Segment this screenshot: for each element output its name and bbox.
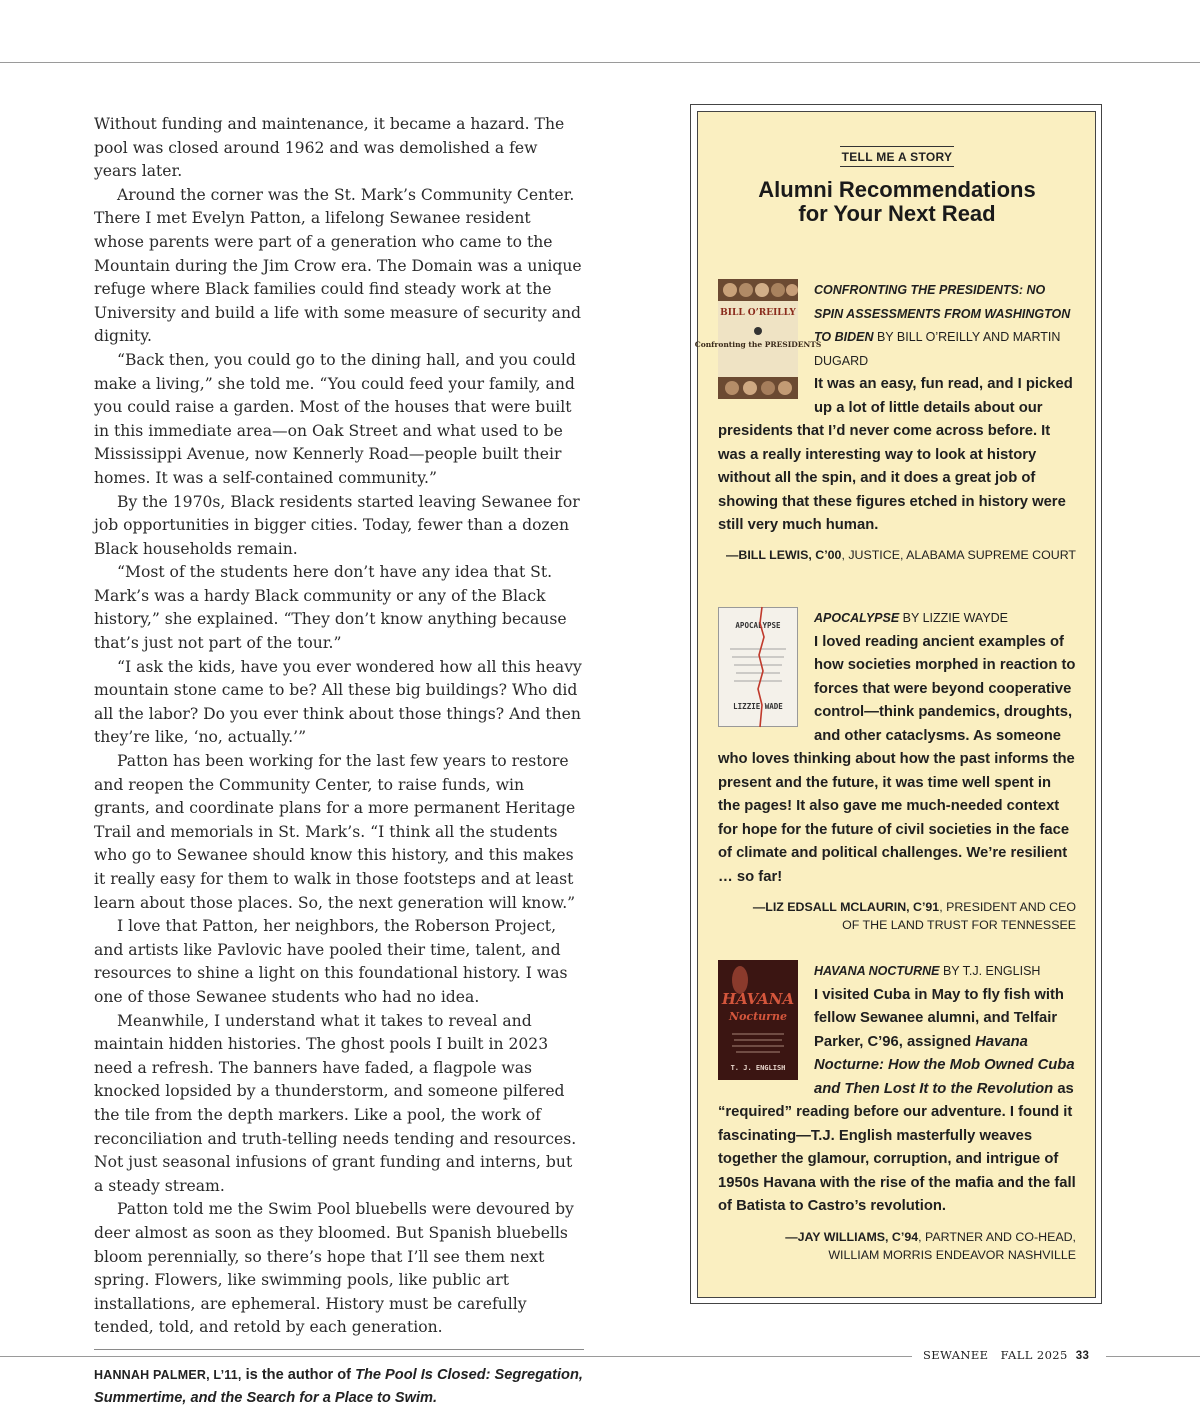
recommendation-2 xyxy=(718,607,1076,934)
recommendation-body-italic: Havana Nocturne: How the Mob Owned Cuba and Then Lost It to the Revolution xyxy=(814,1033,1075,1097)
recommendation-text xyxy=(718,607,1076,889)
footer-rule-right xyxy=(1106,1356,1200,1357)
author-name: HANNAH PALMER, L’11, xyxy=(94,1367,242,1382)
article-paragraph: “Back then, you could go to the dining hall, and you could make a living,” she told me. “You could feed your family, and you could raise a garden. Most of the houses that were built in this immediate area—on Oak Street and what used to be Mississippi Avenue, now Kennerly Road—people built their homes. It was a self-contained community.” xyxy=(94,350,576,487)
book-byline: BY T.J. ENGLISH xyxy=(939,964,1041,978)
folio-magazine: SEWANEE xyxy=(923,1348,989,1362)
recommendation-body-end: as “required” reading before our adventure. I found it fascinating—T.J. English masterfully weaves together the glamour, corruption, and intrigue of 1950s Havana with the rise of the mafia and the fall of Batista to Castro’s revolution. xyxy=(718,1080,1076,1214)
recommendation-3 xyxy=(718,960,1076,1264)
svg-text:HAVANA: HAVANA xyxy=(721,990,795,1008)
folio xyxy=(923,1348,1089,1362)
svg-text:T. J. ENGLISH: T. J. ENGLISH xyxy=(730,1064,786,1072)
author-book-title: The Pool Is Closed: Segregation, Summertime, and the Search for a Place to Swim. xyxy=(94,1366,583,1406)
article-paragraph: Meanwhile, I understand what it takes to reveal and maintain hidden histories. The ghost pools I built in 2023 need a refresh. The banners have faded, a flagpole was knocked lopsided by a thunderstorm, and someone pilfered the tile from the depth markers. Like a pool, the work of reconciliation and truth-telling needs tending and resources. Not just seasonal infusions of grant funding and interns, but a steady stream. xyxy=(94,1011,577,1195)
recommender-role: , PARTNER AND CO-HEAD, xyxy=(918,1229,1076,1244)
recommendation-body: I loved reading ancient examples of how societies morphed in reaction to forces that were beyond cooperative control—think pandemics, droughts, and other cataclysms. As someone who loves thinking about how the past informs the present and the future, it was time well spent in the pages! It also gave me much-needed context for hope for the future of civil societies in the face of climate and political challenges. We’re resilient … so far! xyxy=(718,633,1076,885)
svg-text:BILL O’REILLY: BILL O’REILLY xyxy=(720,308,796,318)
article-paragraph: Patton has been working for the last few years to restore and reopen the Community Center, to raise funds, win grants, and coordinate plans for a more permanent Heritage Trail and memorials in St. Mark’s. “I think all the students who go to Sewanee should know this history, and this makes it really easy for them to walk in those footsteps and at least learn about those places. So, the next generation will know.” xyxy=(94,752,576,912)
svg-text:APOCALYPSE: APOCALYPSE xyxy=(735,621,781,630)
article-paragraph: Patton told me the Swim Pool bluebells were devoured by deer almost as soon as they bloomed. But Spanish bluebells bloom perennially, so there’s hope that I’ll see them next spring. Flowers, like swimming pools, like public art installations, are ephemeral. History must be carefully tended, told, and retold by each generation. xyxy=(94,1200,574,1337)
recommendation-attribution xyxy=(718,898,1076,934)
recommender-name: —BILL LEWIS, C’00 xyxy=(726,547,842,562)
sidebar-kicker: TELL ME A STORY xyxy=(840,146,955,167)
recommendation-text xyxy=(718,960,1076,1219)
folio-issue: FALL 2025 xyxy=(1000,1348,1068,1362)
book-byline: BY LIZZIE WAYDE xyxy=(899,611,1009,625)
recommender-name: —JAY WILLIAMS, C’94 xyxy=(785,1229,919,1244)
book-title: APOCALYPSE xyxy=(814,611,900,625)
sidebar-kicker-wrap xyxy=(718,146,1076,167)
book-cover-apocalypse xyxy=(718,607,798,727)
bio-divider xyxy=(94,1349,584,1350)
book-title: CONFRONTING THE PRESIDENTS: NO SPIN ASSESSMENTS FROM WASHINGTON TO BIDEN xyxy=(814,283,1071,344)
book-title: HAVANA NOCTURNE xyxy=(814,964,940,978)
book-cover-havana-nocturne xyxy=(718,960,798,1080)
recommendation-attribution xyxy=(718,1228,1076,1264)
top-rule xyxy=(0,62,1200,63)
article-paragraph: By the 1970s, Black residents started leaving Sewanee for job opportunities in bigger cities. Today, fewer than a dozen Black households remain. xyxy=(94,492,580,558)
sidebar-title-line2: for Your Next Read xyxy=(798,201,996,226)
article-paragraph: Without funding and maintenance, it became a hazard. The pool was closed around 1962 and was demolished a few years later. xyxy=(94,115,565,181)
recommender-role: , PRESIDENT AND CEO xyxy=(939,900,1076,914)
article-paragraph: “I ask the kids, have you ever wondered how all this heavy mountain stone came to be? All these big buildings? Who did all the labor? Do you ever think about those things? And then they’re like, ‘no, actually.’” xyxy=(94,657,582,747)
article-paragraph: “Most of the students here don’t have any idea that St. Mark’s was a hardy Black community or any of the Black history,” she explained. “They don’t know anything because that’s just not part of the tour.” xyxy=(94,563,567,653)
recommendation-body: I visited Cuba in May to fly fish with fellow Sewanee alumni, and Telfair Parker, C’96, assigned xyxy=(814,986,1064,1050)
svg-text:Nocturne: Nocturne xyxy=(729,1010,787,1023)
author-bio-text: is the author of xyxy=(241,1366,356,1383)
book-byline: BY BILL O’REILLY AND MARTIN DUGARD xyxy=(814,330,1061,368)
sidebar-title-line1: Alumni Recommendations xyxy=(758,177,1036,202)
footer-rule-left xyxy=(0,1356,912,1357)
author-bio xyxy=(94,1364,584,1410)
article-paragraph: Around the corner was the St. Mark’s Community Center. There I met Evelyn Patton, a lifelong Sewanee resident whose parents were part of a generation who came to the Mountain during the Jim Crow era. The Domain was a unique refuge where Black families could find steady work at the University and build a life with some measure of security and dignity. xyxy=(94,185,582,346)
article-body xyxy=(94,113,584,1410)
recommendation-1 xyxy=(694,279,1076,564)
sidebar-title xyxy=(718,178,1076,226)
recommendation-attribution xyxy=(718,546,1076,564)
recommender-role-line2: WILLIAM MORRIS ENDEAVOR NASHVILLE xyxy=(828,1247,1076,1262)
recommender-role-line2: OF THE LAND TRUST FOR TENNESSEE xyxy=(842,918,1076,932)
recommendation-text xyxy=(694,279,1076,538)
folio-page-number: 33 xyxy=(1075,1350,1090,1362)
article-paragraph: I love that Patton, her neighbors, the Roberson Project, and artists like Pavlovic have pooled their time, talent, and resources to shine a light on this foundational history. I was one of those Sewanee students who had no idea. xyxy=(94,917,568,1006)
recommender-name: —LIZ EDSALL MCLAURIN, C’91 xyxy=(752,900,940,914)
book-cover-confronting-presidents xyxy=(694,279,822,399)
svg-text:Confronting the PRESIDENTS: Confronting the PRESIDENTS xyxy=(694,340,822,349)
svg-text:LIZZIE WADE: LIZZIE WADE xyxy=(733,702,783,711)
recommender-role: , JUSTICE, ALABAMA SUPREME COURT xyxy=(841,547,1076,562)
recommendation-body: It was an easy, fun read, and I picked up a lot of little details about our presidents that I’d never come across before. It was a really interesting way to look at history without all the spin, and it does a great job of showing that these figures etched in history were still very much human. xyxy=(718,376,1073,533)
